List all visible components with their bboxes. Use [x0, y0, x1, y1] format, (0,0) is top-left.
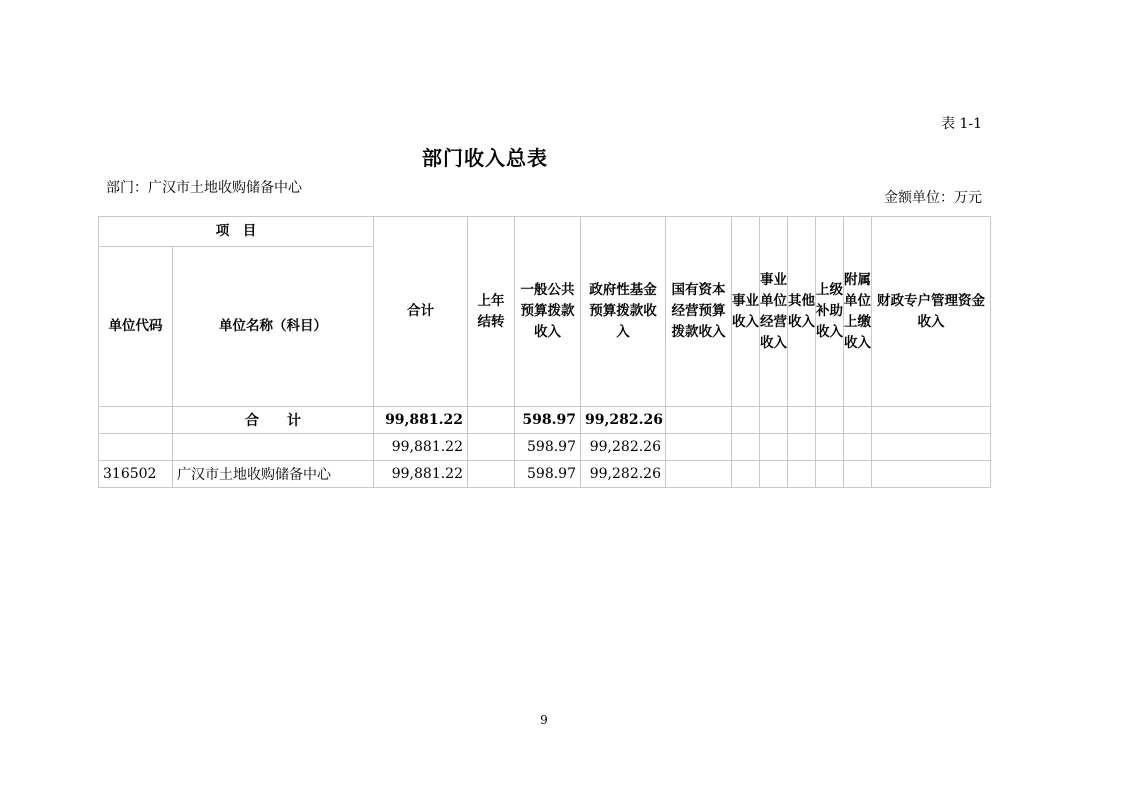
cell-empty [732, 434, 760, 461]
cell-general-budget: 598.97 [515, 434, 581, 461]
table-row [99, 407, 991, 434]
cell-empty [816, 407, 844, 434]
cell-name: 合 计 [173, 407, 374, 434]
cell-empty [872, 434, 991, 461]
header-other-income: 其他收入 [788, 217, 816, 407]
table-row [99, 461, 991, 488]
cell-total: 99,881.22 [374, 434, 468, 461]
cell-empty [788, 461, 816, 488]
cell-code [99, 407, 173, 434]
cell-empty [816, 461, 844, 488]
header-state-capital: 国有资本经营预算拨款收入 [666, 217, 732, 407]
cell-empty [788, 434, 816, 461]
header-career-operating: 事业单位经营收入 [760, 217, 788, 407]
cell-gov-fund: 99,282.26 [581, 461, 666, 488]
cell-empty [666, 407, 732, 434]
cell-general-budget: 598.97 [515, 407, 581, 434]
header-fiscal-special: 财政专户管理资金收入 [872, 217, 991, 407]
cell-carryover [468, 434, 515, 461]
cell-general-budget: 598.97 [515, 461, 581, 488]
cell-empty [760, 407, 788, 434]
header-affiliate-payment: 附属单位上缴收入 [844, 217, 872, 407]
header-item: 项 目 [99, 217, 374, 247]
header-total: 合计 [374, 217, 468, 407]
cell-empty [844, 434, 872, 461]
cell-carryover [468, 407, 515, 434]
cell-empty [666, 461, 732, 488]
cell-empty [666, 434, 732, 461]
cell-total: 99,881.22 [374, 461, 468, 488]
cell-code [99, 434, 173, 461]
cell-carryover [468, 461, 515, 488]
cell-gov-fund: 99,282.26 [581, 434, 666, 461]
cell-total: 99,881.22 [374, 407, 468, 434]
cell-gov-fund: 99,282.26 [581, 407, 666, 434]
cell-code: 316502 [99, 461, 173, 488]
income-summary-table [98, 216, 991, 488]
cell-empty [760, 461, 788, 488]
cell-empty [844, 461, 872, 488]
cell-empty [732, 407, 760, 434]
header-gov-fund: 政府性基金预算拨款收入 [581, 217, 666, 407]
page-number: 9 [540, 713, 548, 727]
cell-empty [760, 434, 788, 461]
cell-empty [816, 434, 844, 461]
header-unit-name: 单位名称（科目） [173, 247, 374, 407]
amount-unit-label: 金额单位：万元 [884, 190, 982, 206]
header-carryover: 上年结转 [468, 217, 515, 407]
cell-empty [872, 407, 991, 434]
header-general-budget: 一般公共预算拨款收入 [515, 217, 581, 407]
cell-empty [872, 461, 991, 488]
header-career-income: 事业收入 [732, 217, 760, 407]
cell-name [173, 434, 374, 461]
cell-empty [844, 407, 872, 434]
cell-empty [788, 407, 816, 434]
cell-name: 广汉市土地收购储备中心 [173, 461, 374, 488]
department-label: 部门：广汉市土地收购储备中心 [106, 180, 302, 196]
header-unit-code: 单位代码 [99, 247, 173, 407]
header-superior-subsidy: 上级补助收入 [816, 217, 844, 407]
cell-empty [732, 461, 760, 488]
table-number: 表 1-1 [941, 116, 982, 132]
table-row [99, 434, 991, 461]
page-title: 部门收入总表 [422, 146, 548, 170]
